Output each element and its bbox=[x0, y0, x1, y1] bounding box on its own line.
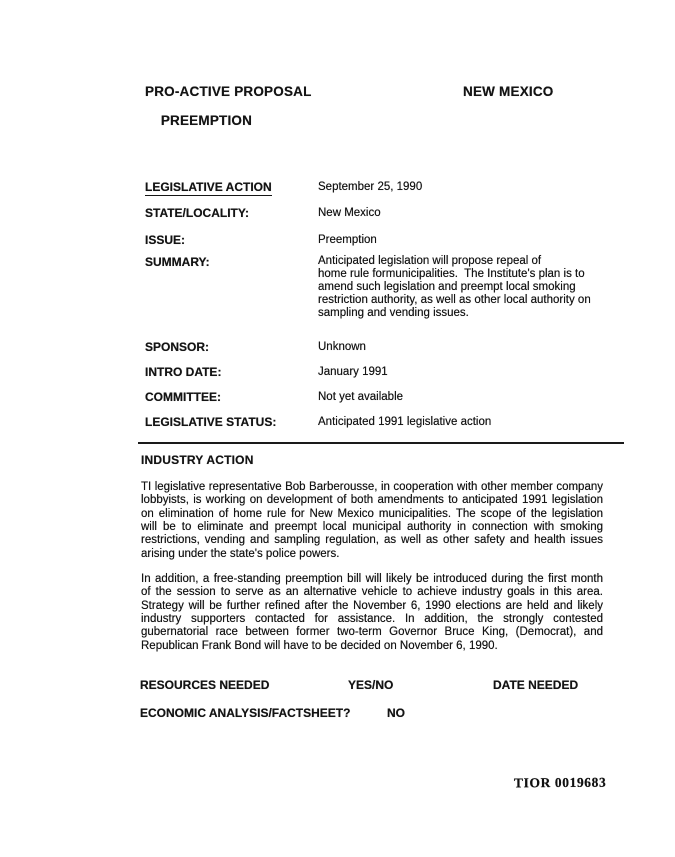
field-value-intro-date: January 1991 bbox=[318, 366, 388, 378]
field-label-state-locality: STATE/LOCALITY: bbox=[145, 206, 249, 220]
document-title-line1: PRO-ACTIVE PROPOSAL bbox=[145, 84, 312, 99]
paragraph-line: restrictions, vending and sampling regulation, as well as other safety and health issues bbox=[141, 534, 603, 547]
paragraph-line: Republican Frank Bond will have to be decided on November 6, 1990. bbox=[141, 639, 498, 652]
field-value-state-locality: New Mexico bbox=[318, 207, 381, 219]
field-label-legislative-status: LEGISLATIVE STATUS: bbox=[145, 415, 277, 429]
state-header: NEW MEXICO bbox=[463, 84, 554, 99]
field-value-committee: Not yet available bbox=[318, 391, 404, 403]
paragraph-line: industry supporters contacted for assistance. In addition, the strongly contested bbox=[141, 613, 603, 626]
summary-line: restriction authority, as well as other local authority on bbox=[318, 294, 591, 307]
resources-needed-label: RESOURCES NEEDED bbox=[140, 678, 270, 692]
summary-line: sampling and vending issues. bbox=[318, 307, 469, 320]
summary-text bbox=[318, 255, 618, 320]
paragraph-line: TI legislative representative Bob Barberousse, in cooperation with other member company bbox=[141, 481, 603, 493]
field-row-legislative-action bbox=[0, 180, 675, 197]
field-row-intro-date bbox=[0, 365, 675, 382]
summary-line: amend such legislation and preempt local smoking bbox=[318, 281, 576, 294]
economic-analysis-row bbox=[0, 706, 675, 723]
field-label-issue: ISSUE: bbox=[145, 233, 186, 247]
field-label-sponsor: SPONSOR: bbox=[145, 340, 210, 354]
paragraph-line: In addition, a free-standing preemption bill will likely be introduced during the first month bbox=[141, 573, 603, 585]
industry-action-heading: INDUSTRY ACTION bbox=[141, 453, 254, 467]
field-label-committee: COMMITTEE: bbox=[145, 390, 221, 404]
paragraph-line: gubernatorial race between former two-term Governor Bruce King, (Democrat), and bbox=[141, 626, 603, 639]
paragraph-line: on elimination of home rule for New Mexico municipalities. The scope of the legislation bbox=[141, 507, 603, 520]
paragraph-line: lobbyists, is working on development of both amendments to anticipated 1991 legislation bbox=[141, 494, 603, 507]
field-value-legislative-action: September 25, 1990 bbox=[318, 181, 423, 193]
field-row-issue bbox=[0, 233, 675, 250]
paragraph-line: will be to eliminate and preempt local municipal authority in connection with smoking bbox=[141, 521, 603, 534]
field-row-sponsor bbox=[0, 340, 675, 357]
field-value-sponsor: Unknown bbox=[318, 341, 366, 353]
paragraph-line: arising under the state's police powers. bbox=[141, 547, 340, 560]
industry-action-paragraph-1 bbox=[141, 481, 603, 561]
bates-number-stamp: TIOR 0019683 bbox=[513, 774, 607, 791]
field-value-issue: Preemption bbox=[318, 234, 377, 246]
field-label-intro-date: INTRO DATE: bbox=[145, 365, 222, 379]
summary-line: Anticipated legislation will propose repeal of bbox=[318, 255, 542, 267]
section-divider-line bbox=[138, 442, 624, 444]
economic-analysis-label: ECONOMIC ANALYSIS/FACTSHEET? bbox=[140, 706, 351, 720]
industry-action-paragraph-2 bbox=[141, 573, 603, 653]
resources-needed-row bbox=[0, 678, 675, 695]
field-value-legislative-status: Anticipated 1991 legislative action bbox=[318, 416, 492, 428]
field-label-legislative-action: LEGISLATIVE ACTION bbox=[145, 180, 272, 194]
field-row-legislative-status bbox=[0, 415, 675, 432]
field-row-committee bbox=[0, 390, 675, 407]
document-title-line2: PREEMPTION bbox=[160, 113, 253, 128]
field-row-state-locality bbox=[0, 206, 675, 223]
paragraph-line: of the session to serve as an alternative vehicle to achieve industry goals in this area. bbox=[141, 586, 603, 599]
economic-analysis-value: NO bbox=[387, 706, 405, 720]
yes-no-header: YES/NO bbox=[348, 678, 394, 692]
paragraph-line: Strategy will be further refined after the November 6, 1990 elections are held and likely bbox=[141, 599, 603, 612]
field-label-summary: SUMMARY: bbox=[145, 255, 210, 269]
date-needed-header: DATE NEEDED bbox=[493, 678, 579, 692]
document-title bbox=[145, 85, 312, 129]
summary-line: home rule formunicipalities. The Institute's plan is to bbox=[318, 268, 585, 281]
